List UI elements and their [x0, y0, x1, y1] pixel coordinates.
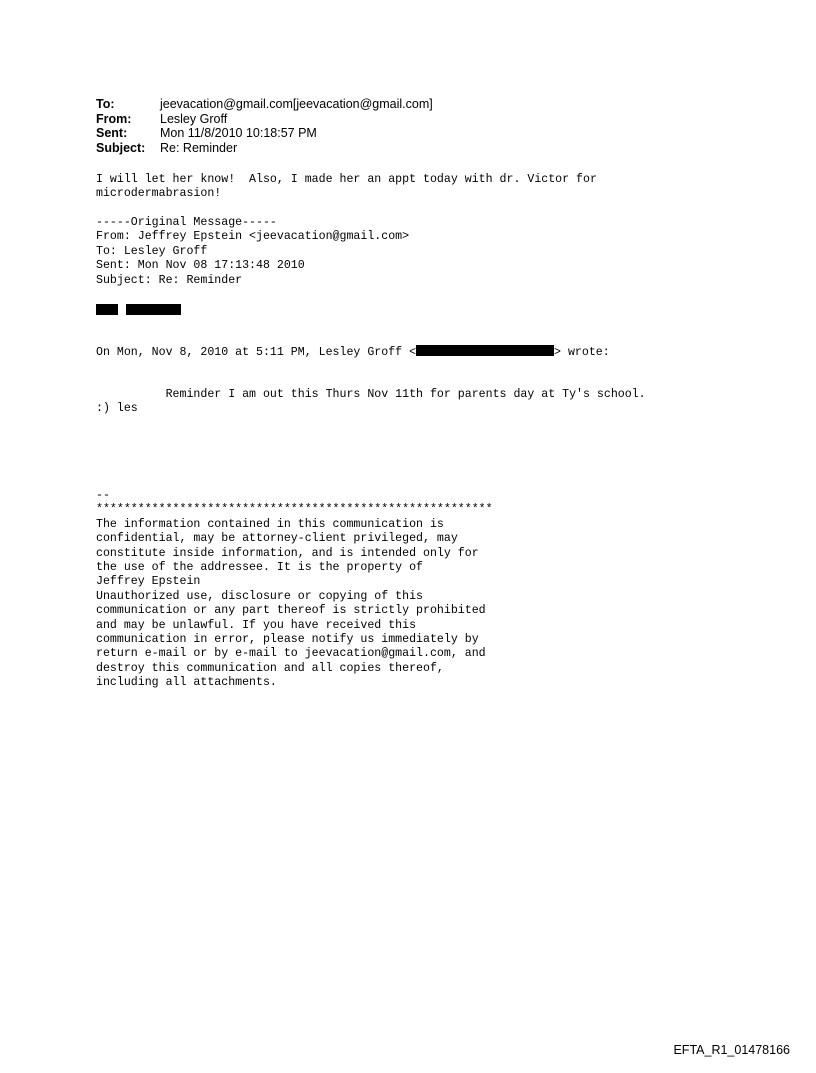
to-label: To: — [96, 97, 115, 111]
from-label: From: — [96, 111, 132, 126]
disclaimer-line: constitute inside information, and is intended only for — [96, 546, 479, 560]
reply-line: microdermabrasion! — [96, 187, 222, 201]
to-value: jeevacation@gmail.com[jeevacation@gmail.com] — [160, 97, 433, 111]
disclaimer-line: communication or any part thereof is strictly prohibited — [96, 604, 486, 618]
disclaimer-line: confidential, may be attorney-client privileged, may — [96, 532, 458, 546]
quote-intro — [96, 345, 610, 360]
redaction-block — [126, 304, 181, 315]
sent-row — [96, 126, 433, 141]
disclaimer-line: Unauthorized use, disclosure or copying of this — [96, 589, 423, 603]
disclaimer-line: including all attachments. — [96, 676, 277, 690]
quote-intro-text: On Mon, Nov 8, 2010 at 5:11 PM, Lesley Groff < — [96, 346, 417, 359]
reply-line: I will let her know! Also, I made her an appt today with dr. Victor for — [96, 173, 597, 186]
orig-from: From: Jeffrey Epstein <jeevacation@gmail.com> — [96, 230, 410, 244]
to-row — [96, 97, 433, 112]
quote-intro-text: > wrote: — [554, 346, 610, 359]
orig-subject: Subject: Re: Reminder — [96, 273, 243, 287]
disclaimer-line: and may be unlawful. If you have received this — [96, 618, 417, 632]
disclaimer-line: return e-mail or by e-mail to jeevacation@gmail.com, and — [96, 647, 486, 661]
sent-value: Mon 11/8/2010 10:18:57 PM — [160, 126, 317, 140]
quoted-message — [96, 388, 646, 417]
sent-label: Sent: — [96, 126, 128, 140]
disclaimer-line: the use of the addressee. It is the property of — [96, 561, 423, 575]
redaction-block — [96, 304, 118, 315]
disclaimer-line: destroy this communication and all copies thereof, — [96, 661, 444, 675]
quoted-line: :) les — [96, 402, 138, 416]
orig-sent: Sent: Mon Nov 08 17:13:48 2010 — [96, 259, 305, 273]
signature-dashes: -- — [96, 489, 110, 502]
disclaimer-line: Jeffrey Epstein — [96, 575, 201, 589]
disclaimer-line: communication in error, please notify us immediately by — [96, 633, 479, 647]
from-row — [96, 112, 433, 127]
redaction-block — [416, 345, 554, 356]
from-value: Lesley Groff — [160, 111, 228, 126]
subject-value: Re: Reminder — [160, 140, 238, 155]
quoted-line: Reminder I am out this Thurs Nov 11th for parents day at Ty's school. — [96, 388, 646, 401]
email-header — [96, 97, 433, 155]
disclaimer-stars: ********************************************************* — [96, 503, 493, 517]
disclaimer — [96, 489, 493, 691]
original-divider: -----Original Message----- — [96, 216, 277, 229]
orig-to: To: Lesley Groff — [96, 244, 208, 258]
original-message-header — [96, 216, 409, 288]
disclaimer-line: The information contained in this communication is — [96, 517, 444, 531]
subject-label: Subject: — [96, 140, 146, 155]
document-id: EFTA_R1_01478166 — [673, 1043, 790, 1057]
reply-text — [96, 173, 597, 202]
subject-row — [96, 141, 433, 156]
